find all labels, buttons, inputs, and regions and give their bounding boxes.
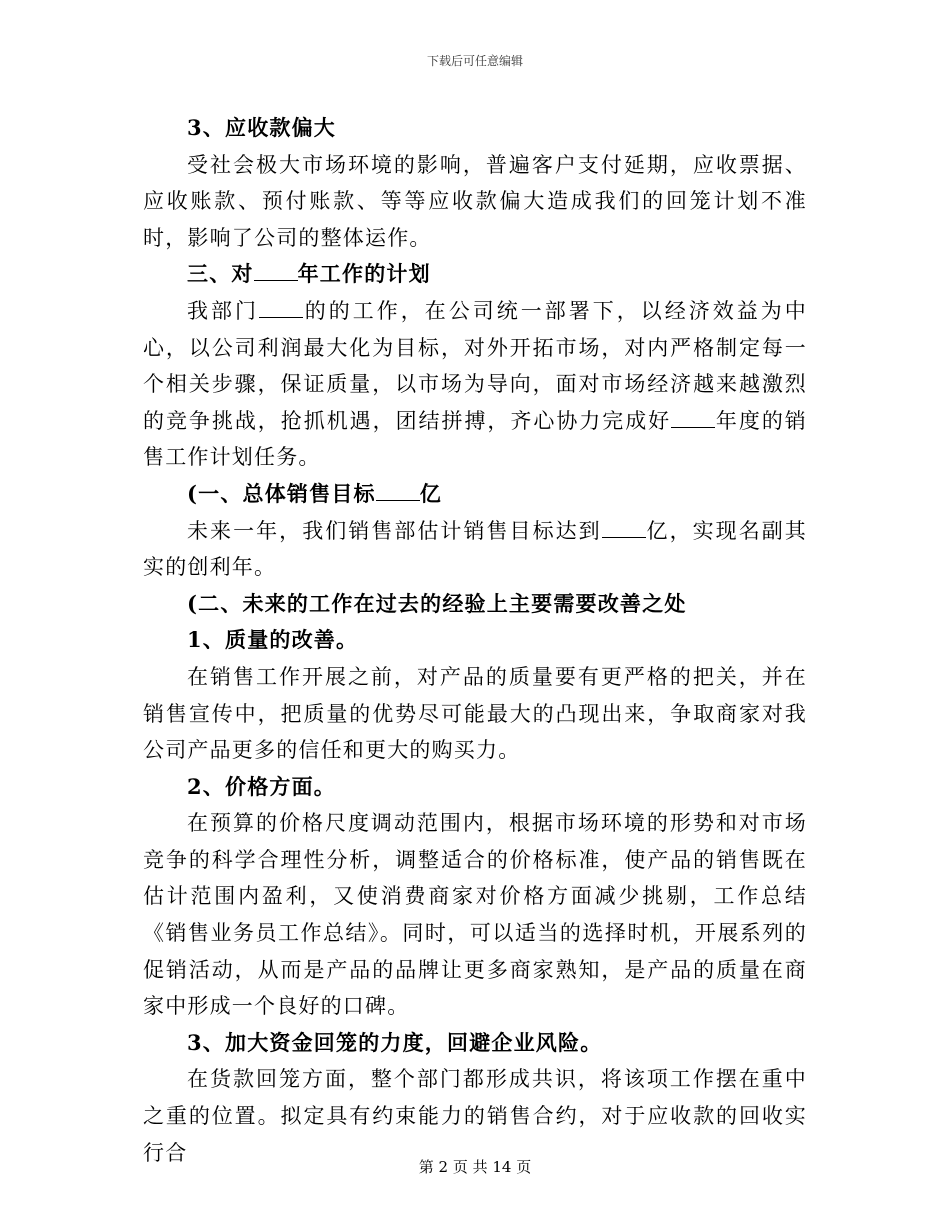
blank-year <box>671 407 715 428</box>
heading-text-before: (一、总体销售目标 <box>187 480 376 506</box>
subheading-quality: 1、质量的改善。 <box>187 627 359 653</box>
section-heading-sales-target <box>143 476 807 513</box>
subheading-price: 2、价格方面。 <box>187 773 337 799</box>
paragraph-price: 在预算的价格尺度调动范围内，根据市场环境的形势和对市场竞争的科学合理性分析，调整适合的价格标准，使产品的销售既在估计范围内盈利，又使消费商家对价格方面减少挑剔，工作总结《销售业务员工作总结》。同时，可以适当的选择时机，开展系列的促销活动，从而是产品的品牌让更多商家熟知，是产品的质量在商家中形成一个良好的口碑。 <box>143 811 807 1019</box>
paragraph-text-after: 亿，实现名副其实的创利年。 <box>143 518 807 580</box>
paragraph-quality: 在销售工作开展之前，对产品的质量要有更严格的把关，并在销售宣传中，把质量的优势尽可能最大的凸现出来，争取商家对我公司产品更多的信任和更大的购买力。 <box>143 664 807 763</box>
section-heading-improvements: (二、未来的工作在过去的经验上主要需要改善之处 <box>187 590 687 616</box>
blank-year <box>254 260 298 281</box>
heading-text-after: 亿 <box>419 480 442 506</box>
paragraph-sales-target <box>143 513 807 586</box>
paragraph-capital-recovery: 在货款回笼方面，整个部门都形成共识，将该项工作摆在重中之重的位置。拟定具有约束能力的销售合约，对于应收款的回收实行合 <box>143 1067 807 1165</box>
heading-text-after: 年工作的计划 <box>297 261 431 287</box>
blank-year <box>259 297 303 318</box>
paragraph-text-mid: 的的工作，在公司统一部署下，以经济效益为中心，以公司利润最大化为目标，对外开拓市场，对内严格制定每一个相关步骤，保证质量，以市场为导向，面对市场经济越来越激烈的竞争挑战，抢抓机遇，团结拼搏，齐心协力完成好 <box>143 298 807 433</box>
blank-amount <box>602 517 646 538</box>
page-footer: 第 2 页 共 14 页 <box>418 1158 532 1176</box>
paragraph-text-before: 我部门 <box>187 298 259 323</box>
paragraph-text-before: 未来一年，我们销售部估计销售目标达到 <box>187 518 602 543</box>
heading-text-before: 三、对 <box>187 261 254 287</box>
page-header: 下载后可任意编辑 <box>426 54 523 68</box>
paragraph-receivables: 受社会极大市场环境的影响，普遍客户支付延期，应收票据、应收账款、预付账款、等等应收款偏大造成我们的回笼计划不准时，影响了公司的整体运作。 <box>143 152 807 250</box>
document-body <box>143 110 807 1171</box>
section-heading-work-plan <box>143 256 807 293</box>
subheading-capital-recovery: 3、加大资金回笼的力度，回避企业风险。 <box>187 1029 603 1055</box>
blank-amount <box>376 480 420 501</box>
paragraph-work-plan <box>143 293 807 476</box>
section-heading-receivables: 3、应收款偏大 <box>187 115 337 140</box>
paragraph-text-after: 年度的销售工作计划任务。 <box>143 408 807 470</box>
